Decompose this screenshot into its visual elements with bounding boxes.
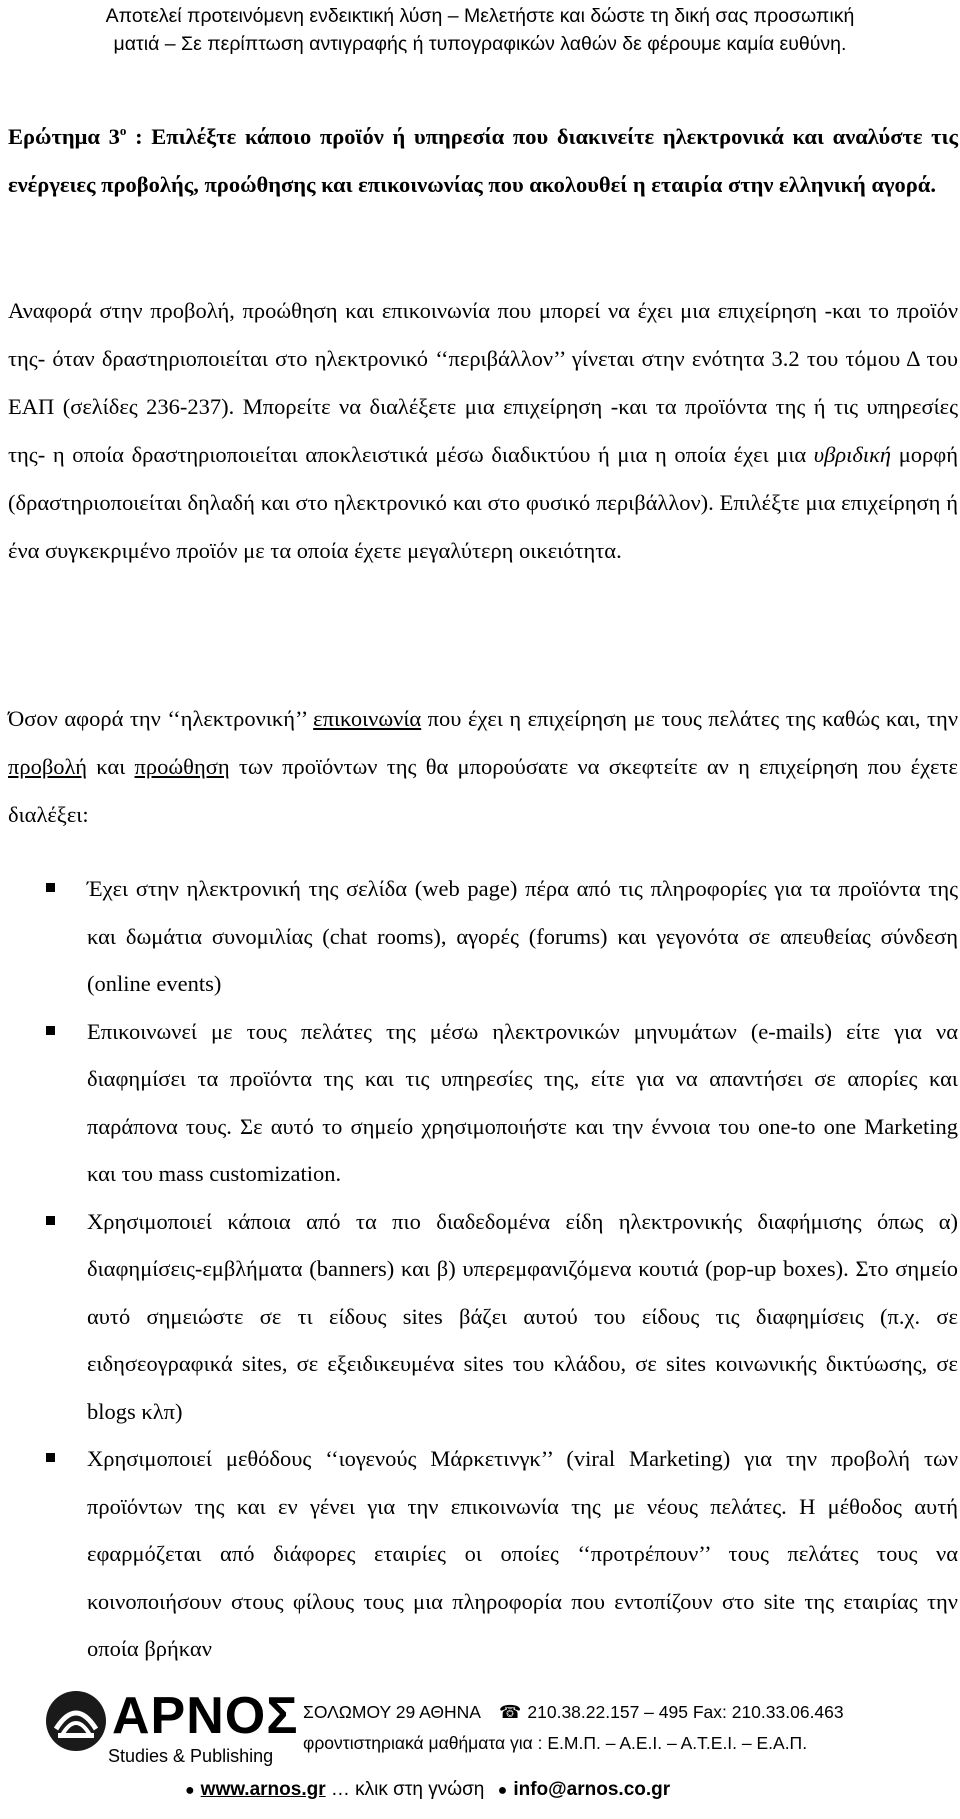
courses-line: φροντιστηριακά μαθήματα για : Ε.Μ.Π. – Α.Ε.Ι. – Α.Τ.Ε.Ι. – Ε.Α.Π. (303, 1733, 808, 1753)
square-bullet-icon (46, 1453, 55, 1462)
bullet-dot-icon: ● (497, 1782, 508, 1799)
bullet-list (0, 865, 958, 1673)
question-heading (8, 113, 958, 209)
bullet-item-text: Χρησιμοποιεί κάποια από τα πιο διαδεδομένα είδη ηλεκτρονικής διαφήμισης όπως α) διαφημίσεις-εμβλήματα (banners) και β) υπερεμφανιζόμενα κουτιά (pop-up boxes). Στο σημείο αυτό σημειώστε σε τι είδους sites βάζει αυτού του είδους τις διαφημίσεις (π.χ. σε ειδησεογραφικά sites, σε εξειδικευμένα sites του κλάδου, σε sites κοινωνικής δικτύωσης, σε blogs κλπ) (87, 1208, 958, 1424)
paragraph-communication-text-b: που έχει η επιχείρηση με τους πελάτες της καθώς και, την (421, 706, 958, 731)
email-address[interactable]: info@arnos.co.gr (513, 1779, 671, 1800)
phone-fax: 210.38.22.157 – 495 Fax: 210.33.06.463 (527, 1702, 844, 1722)
underline-communication: επικοινωνία (313, 706, 422, 731)
logo-subtitle: Studies & Publishing (108, 1746, 274, 1766)
paragraph-intro-text-b: μορφή (δραστηριοποιείται δηλαδή και στο ηλεκτρονικό και στο φυσικό περιβάλλον). Επιλέξτε μια επιχείρηση ή ένα συγκεκριμένο προϊόν με τα οποία έχετε μεγαλύτερη οικειότητα. (8, 442, 958, 563)
bullet-item (0, 1435, 958, 1673)
tagline: … κλικ στη γνώση (330, 1779, 485, 1800)
disclaimer (0, 2, 960, 58)
website-link[interactable]: www.arnos.gr (200, 1779, 326, 1800)
paragraph-communication-text-c: και (87, 754, 135, 779)
paragraph-communication-text-d: των προϊόντων της θα μπορούσατε να σκεφτείτε αν η επιχείρηση που έχετε διαλέξει: (8, 754, 958, 827)
bullet-item (0, 1008, 958, 1198)
square-bullet-icon (46, 1216, 55, 1225)
square-bullet-icon (46, 1026, 55, 1035)
underline-advancement: προώθηση (134, 754, 230, 779)
bullet-item-text: Χρησιμοποιεί μεθόδους ‘‘ιογενούς Μάρκετινγκ’’ (viral Marketing) για την προβολή των προϊόντων της και εν γένει για την επικοινωνία της με νέους πελάτες. Η μέθοδος αυτή εφαρμόζεται από διάφορες εταιρίες οι οποίες ‘‘προτρέπουν’’ τους πελάτες τους να κοινοποιήσουν στους φίλους τους μια πληροφορία που εντοπίζουν στο site της εταιρίας την οποία βρήκαν (87, 1446, 958, 1661)
arnos-emblem-icon (44, 1689, 108, 1753)
disclaimer-line-1: Αποτελεί προτεινόμενη ενδεικτική λύση – Μελετήστε και δώστε τη δική σας προσωπική (105, 5, 855, 27)
question-superscript: ο (119, 123, 127, 138)
disclaimer-line-2: ματιά – Σε περίπτωση αντιγραφής ή τυπογραφικών λαθών δε φέρουμε καμία ευθύνη. (113, 33, 847, 55)
bullet-item-text: Έχει στην ηλεκτρονική της σελίδα (web page) πέρα από τις πληροφορίες για τα προϊόντα της και δωμάτια συνομιλίας (chat rooms), αγορές (forums) και γεγονότα σε απευθείας σύνδεση (online events) (87, 876, 958, 996)
question-label: Ερώτημα 3 (8, 124, 120, 149)
paragraph-intro-text-a: Αναφορά στην προβολή, προώθηση και επικοινωνία που μπορεί να έχει μια επιχείρηση -και το προϊόν της- όταν δραστηριοποιείται στο ηλεκτρονικό ‘‘περιβάλλον’’ γίνεται στην ενότητα 3.2 του τόμου Δ του ΕΑΠ (σελίδες 236-237). Μπορείτε να διαλέξετε μια επιχείρηση -και τα προϊόντα της ή τις υπηρεσίες της- η οποία δραστηριοποιείται αποκλειστικά μέσω διαδικτύου ή μια η οποία έχει μια (8, 298, 958, 467)
arnos-logo (44, 1687, 299, 1775)
bullet-item (0, 1198, 958, 1436)
paragraph-intro-italic: υβριδική (813, 442, 892, 467)
underline-promotion: προβολή (8, 754, 88, 779)
address: ΣΟΛΩΜΟΥ 29 ΑΘΗΝΑ (303, 1702, 481, 1722)
question-text: : Επιλέξτε κάποιο προϊόν ή υπηρεσία που διακινείτε ηλεκτρονικά και αναλύστε τις ενέργειες προβολής, προώθησης και επικοινωνίας που ακολουθεί η εταιρία στην ελληνική αγορά. (8, 124, 958, 197)
links-line (185, 1779, 670, 1801)
page-footer (0, 1689, 960, 1819)
logo-wordmark: ΑΡΝΟΣ (112, 1687, 299, 1745)
contact-line (303, 1702, 844, 1723)
paragraph-communication (8, 695, 958, 839)
bullet-item (0, 865, 958, 1008)
bullet-dot-icon: ● (185, 1782, 195, 1799)
square-bullet-icon (46, 883, 55, 892)
bullet-item-text: Επικοινωνεί με τους πελάτες της μέσω ηλεκτρονικών μηνυμάτων (e-mails) είτε για να διαφημίσει τα προϊόντα της και τις υπηρεσίες της, είτε για να απαντήσει σε απορίες και παράπονα τους. Σε αυτό το σημείο χρησιμοποιήστε και την έννοια του one-to one Marketing και του mass customization. (87, 1018, 958, 1186)
telephone-icon: ☎ (498, 1702, 522, 1722)
paragraph-communication-text-a: Όσον αφορά την ‘‘ηλεκτρονική’’ (8, 706, 314, 731)
paragraph-intro (8, 287, 958, 575)
